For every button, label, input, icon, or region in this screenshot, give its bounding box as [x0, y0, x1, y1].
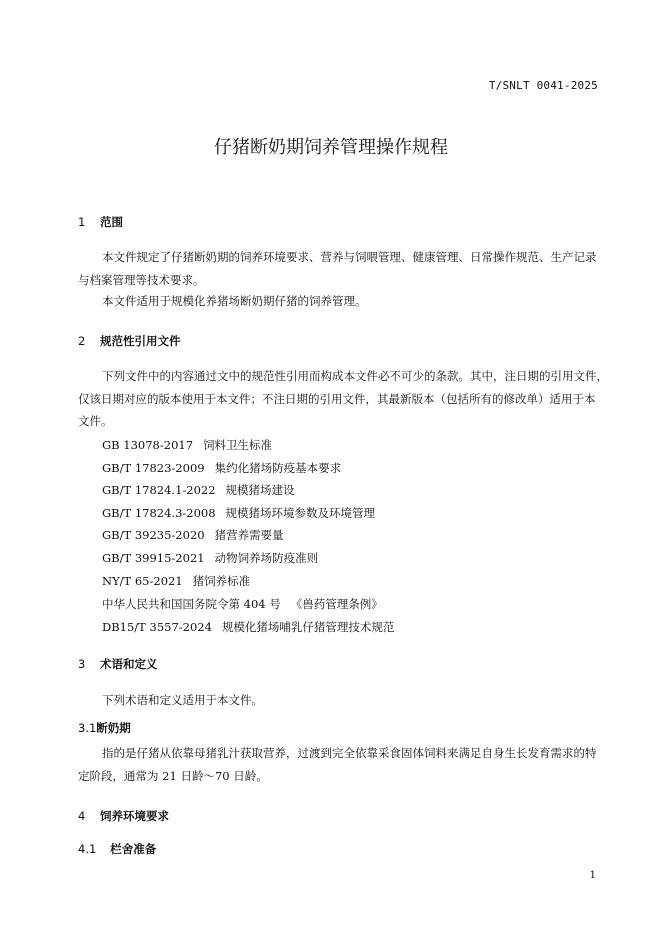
- section-number: 4: [78, 809, 86, 823]
- section-title: 规范性引用文件: [100, 334, 181, 348]
- page-number: 1: [589, 870, 596, 881]
- reference-code: NY/T 65-2021: [102, 574, 183, 588]
- section-2-heading: [78, 333, 181, 349]
- text-line: 文件。: [78, 414, 113, 428]
- reference-item: [102, 505, 375, 521]
- reference-code: GB/T 39915-2021: [102, 551, 205, 565]
- text-line: 仅该日期对应的版本使用于本文件；不注日期的引用文件，其最新版本（包括所有的修改单）适用于本: [78, 391, 596, 406]
- subsection-3-1-heading: [78, 720, 131, 736]
- section-1-scope-paragraph: [78, 246, 600, 311]
- reference-code: GB/T 39235-2020: [102, 528, 205, 542]
- reference-code: GB/T 17823-2009: [102, 461, 205, 475]
- reference-title: 规模化猪场哺乳仔猪管理技术规范: [221, 620, 395, 634]
- subsection-number: 4.1: [78, 842, 97, 856]
- section-title: 饲养环境要求: [100, 809, 170, 823]
- reference-title: 饲料卫生标准: [203, 438, 273, 452]
- reference-item: [102, 460, 341, 476]
- subsection-title: 断奶期: [96, 721, 131, 735]
- section-title: 术语和定义: [100, 657, 158, 671]
- section-title: 范围: [100, 215, 124, 229]
- reference-item: [102, 482, 295, 498]
- reference-title: 规模猪场建设: [225, 483, 295, 497]
- standard-code: T/SNLT 0041-2025: [488, 79, 598, 92]
- reference-item: [102, 619, 394, 635]
- text-line: 本文件规定了仔猪断奶期的饲养环境要求、营养与饲喂管理、健康管理、日常操作规范、生产记录: [102, 250, 597, 264]
- reference-item: [102, 573, 250, 589]
- section-1-heading: [78, 214, 123, 230]
- reference-title: 猪饲养标准: [192, 574, 251, 588]
- section-number: 2: [78, 334, 86, 348]
- section-4-heading: [78, 808, 169, 824]
- reference-title: 集约化猪场防疫基本要求: [214, 461, 342, 475]
- text-line: 本文件适用于规模化养猪场断奶期仔猪的饲养管理。: [102, 294, 367, 308]
- section-2-intro-paragraph: [78, 365, 608, 433]
- term-definition-paragraph: [78, 742, 600, 787]
- subsection-number: 3.1: [78, 721, 97, 735]
- reference-title: 猪营养需要量: [214, 528, 284, 542]
- reference-item: [102, 596, 383, 612]
- reference-code: GB/T 17824.3-2008: [102, 506, 216, 520]
- section-3-heading: [78, 656, 158, 672]
- document-title: 仔猪断奶期饲养管理操作规程: [214, 137, 448, 158]
- reference-code: GB 13078-2017: [102, 438, 194, 452]
- section-number: 1: [78, 215, 86, 229]
- text-line: 指的是仔猪从依靠母猪乳汁获取营养，过渡到完全依靠采食固体饲料来满足自身生长发育需求的特: [102, 746, 597, 760]
- subsection-4-1-heading: [78, 841, 156, 857]
- reference-title: 规模猪场环境参数及环境管理: [225, 506, 376, 520]
- reference-code: 中华人民共和国国务院令第 404 号: [102, 597, 281, 611]
- reference-code: GB/T 17824.1-2022: [102, 483, 216, 497]
- subsection-title: 栏舍准备: [110, 842, 157, 856]
- text-line: 定阶段，通常为 21 日龄～70 日龄。: [78, 768, 268, 783]
- reference-code: DB15/T 3557-2024: [102, 620, 212, 634]
- reference-title: 动物饲养场防疫准则: [214, 551, 319, 565]
- reference-item: [102, 527, 284, 543]
- reference-item: [102, 437, 272, 453]
- text-line: 下列文件中的内容通过文中的规范性引用而构成本文件必不可少的条款。其中，注日期的引用文件，: [102, 369, 608, 383]
- text-line: 与档案管理等技术要求。: [78, 272, 205, 287]
- reference-title: 《兽药管理条例》: [290, 597, 383, 611]
- reference-item: [102, 550, 318, 566]
- section-3-intro-text: 下列术语和定义适用于本文件。: [102, 693, 263, 707]
- section-number: 3: [78, 657, 86, 671]
